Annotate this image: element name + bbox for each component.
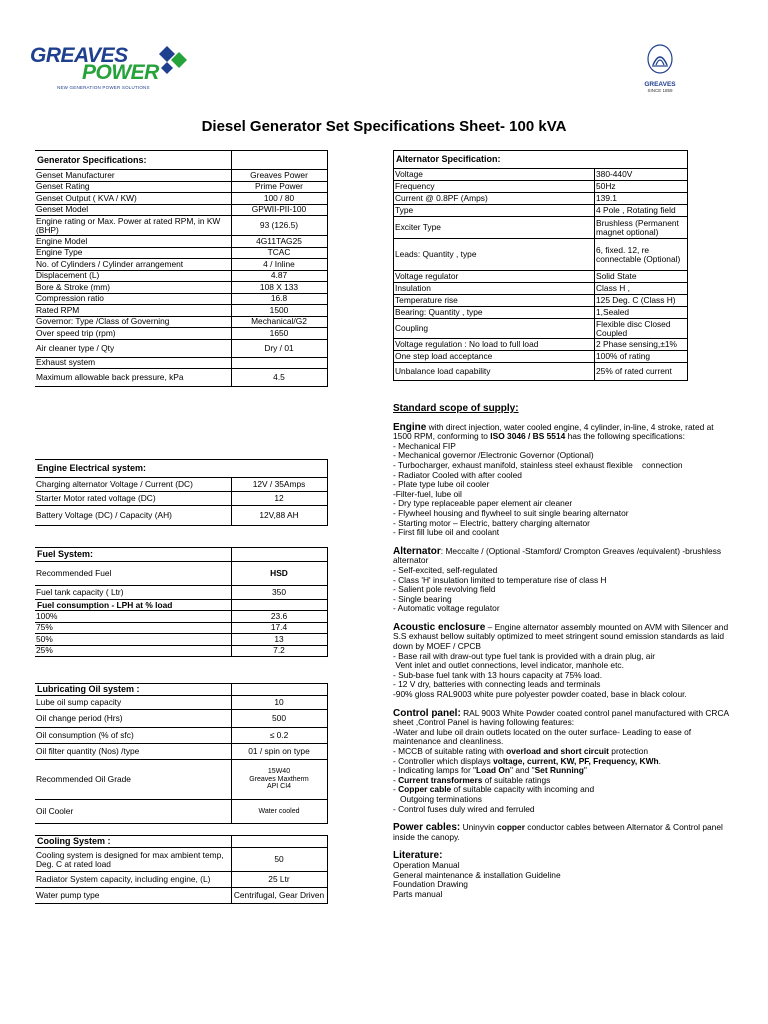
table-row <box>35 600 327 611</box>
oil-grade-label: Recommended Oil Grade <box>35 760 231 800</box>
empty-cell <box>231 836 327 848</box>
text-run: " and " <box>510 765 535 776</box>
row-label: Oil consumption (% of sfc) <box>35 728 231 744</box>
cooling-heading: Cooling System : <box>35 836 231 848</box>
row-label: Battery Voltage (DC) / Capacity (AH) <box>35 506 231 526</box>
row-label: Air cleaner type / Qty <box>35 339 231 357</box>
lube-heading: Lubricating Oil system : <box>35 684 231 696</box>
table-row <box>35 634 327 646</box>
engine-item: - Radiator Cooled with after cooled <box>393 469 522 480</box>
table-row <box>35 744 327 760</box>
row-label: Engine Model <box>35 236 231 248</box>
table-row <box>394 307 688 319</box>
table-row <box>394 319 688 339</box>
row-value: 93 (126.5) <box>231 216 327 236</box>
logo-word-power: POWER <box>82 61 159 84</box>
table-row <box>35 236 327 248</box>
row-value: 4 Pole , Rotating field <box>595 205 688 217</box>
row-value: 380-440V <box>595 169 688 181</box>
text-run: overload and short circuit <box>506 746 609 756</box>
row-label: Over speed trip (rpm) <box>35 328 231 340</box>
alternator-item-list <box>393 566 733 614</box>
row-value: 4G11TAG25 <box>231 236 327 248</box>
oil-grade-line: API CI4 <box>266 783 292 791</box>
fuel-heading: Fuel System: <box>35 548 231 562</box>
table-row <box>35 800 327 824</box>
row-label: Temperature rise <box>394 295 595 307</box>
alternator-heading: Alternator Specification: <box>394 151 688 169</box>
table-row <box>35 293 327 305</box>
oil-grade-line: Greaves Maxtherm <box>249 775 309 783</box>
control-panel-line: -Water and lube oil drain outlets located on the outer surface- Leading to ease of maintenance and cleanliness. <box>393 726 692 747</box>
table-row <box>35 247 327 259</box>
row-value: 17.4 <box>231 622 327 634</box>
engine-item: - Mechanical FIP <box>393 440 456 451</box>
table-row <box>35 357 327 369</box>
engine-item: - Mechanical governor /Electronic Governor (Optional) <box>393 450 594 461</box>
table-row <box>394 239 688 271</box>
table-row <box>35 611 327 623</box>
text-run: - Controller which displays <box>393 755 494 766</box>
table-row <box>35 696 327 710</box>
row-value: 23.6 <box>231 611 327 623</box>
text-run: Current transformers <box>398 774 483 785</box>
text-run: Uninyvin <box>460 822 498 833</box>
row-label: 50% <box>35 634 231 646</box>
row-value: Brushless (Permanent magnet optional) <box>595 217 688 239</box>
row-label: No. of Cylinders / Cylinder arrangement <box>35 259 231 271</box>
oil-cooler-label: Oil Cooler <box>35 800 231 824</box>
row-value: 1650 <box>231 328 327 340</box>
table-row <box>35 460 327 478</box>
table-row <box>35 684 327 696</box>
literature-item: Foundation Drawing <box>393 879 468 890</box>
enclosure-item-list <box>393 652 733 700</box>
engine-item: - Starting motor – Electric, battery charging alternator <box>393 517 590 528</box>
page-title: Diesel Generator Set Specifications Sheet- 100 kVA <box>201 118 567 135</box>
alternator-item: - Self-excited, self-regulated <box>393 564 498 575</box>
row-value: Centrifugal, Gear Driven <box>231 888 327 904</box>
table-row <box>35 586 327 600</box>
table-row <box>35 492 327 506</box>
table-row <box>35 216 327 236</box>
greaves-seal-logo <box>634 43 686 93</box>
row-value: Prime Power <box>231 181 327 193</box>
table-row <box>35 170 327 182</box>
row-label: Charging alternator Voltage / Current (DC) <box>35 478 231 492</box>
row-value: 100 / 80 <box>231 193 327 205</box>
fuel-system-table <box>35 547 328 657</box>
row-label: Voltage regulation : No load to full load <box>394 339 595 351</box>
row-label: Engine rating or Max. Power at rated RPM, in KW (BHP) <box>35 216 231 236</box>
logo-tagline: NEW GENERATION POWER SOLUTIONS <box>57 85 150 90</box>
text-run: protection <box>608 746 649 756</box>
row-value: 12V / 35Amps <box>231 478 327 492</box>
table-row <box>394 169 688 181</box>
literature-title: Literature: <box>393 850 443 862</box>
text-run: . <box>658 755 661 766</box>
control-panel-intro: RAL 9003 White Powder coated control panel manufactured with CRCA sheet ,Control Panel is having following features: <box>393 707 729 728</box>
table-row <box>35 369 327 387</box>
row-value: 50Hz <box>595 181 688 193</box>
row-value: TCAC <box>231 247 327 259</box>
engine-tail: has the following specifications: <box>565 431 685 442</box>
row-value: 01 / spin on type <box>231 744 327 760</box>
table-row <box>394 271 688 283</box>
logo-word-greaves: GREAVES <box>30 44 128 67</box>
table-row <box>35 872 327 888</box>
row-label: Voltage regulator <box>394 271 595 283</box>
row-label: Engine Type <box>35 247 231 259</box>
row-label: 25% <box>35 645 231 657</box>
engine-item: - Plate type lube oil cooler <box>393 479 490 490</box>
table-row <box>35 328 327 340</box>
row-value: 10 <box>231 696 327 710</box>
table-row <box>35 506 327 526</box>
row-value: 100% of rating <box>595 351 688 363</box>
enclosure-item: Vent inlet and outlet connections, level indicator, manhole etc. <box>393 660 624 671</box>
engine-item: - First fill lube oil and coolant <box>393 527 500 538</box>
row-label: Genset Output ( KVA / KW) <box>35 193 231 205</box>
row-label: Genset Rating <box>35 181 231 193</box>
cooling-system-table <box>35 835 328 904</box>
text-run: conductor cables between Alternator & Control panel inside the canopy. <box>393 822 723 842</box>
row-label: Recommended Fuel <box>35 562 231 586</box>
row-value: 12 <box>231 492 327 506</box>
row-value: 500 <box>231 710 327 728</box>
text-run: - <box>393 774 399 785</box>
row-label: Unbalance load capability <box>394 363 595 381</box>
table-row <box>35 316 327 328</box>
table-row <box>35 270 327 282</box>
table-row <box>394 193 688 205</box>
alternator-spec-table <box>393 150 688 381</box>
row-label: Water pump type <box>35 888 231 904</box>
alternator-item: - Class 'H' insulation limited to temperature rise of class H <box>393 574 607 585</box>
row-value: 1,Sealed <box>595 307 688 319</box>
row-label: Leads: Quantity , type <box>394 239 595 271</box>
literature-item: General maintenance & installation Guideline <box>393 869 561 880</box>
row-label: Bore & Stroke (mm) <box>35 282 231 294</box>
row-value: 6, fixed. 12, re connectable (Optional) <box>595 239 688 271</box>
text-run: of suitable capacity with incoming and <box>451 784 595 795</box>
table-row <box>394 217 688 239</box>
text-run: " <box>583 765 587 776</box>
row-label: Type <box>394 205 595 217</box>
row-value: 25 Ltr <box>231 872 327 888</box>
seal-name: GREAVES <box>644 81 676 88</box>
engine-title: Engine <box>393 421 427 433</box>
oil-grade-value <box>231 760 327 800</box>
text-run: copper <box>497 822 525 833</box>
table-row <box>35 888 327 904</box>
row-label: Oil filter quantity (Nos) /type <box>35 744 231 760</box>
oil-cooler-value: Water cooled <box>231 800 327 824</box>
table-row <box>394 283 688 295</box>
text-run: of suitable ratings <box>482 774 551 785</box>
row-label: 75% <box>35 622 231 634</box>
row-value: ≤ 0.2 <box>231 728 327 744</box>
engine-item-list <box>393 442 733 538</box>
table-row <box>35 760 327 800</box>
generator-heading: Generator Specifications: <box>35 151 231 170</box>
lubricating-oil-table <box>35 683 328 824</box>
enclosure-item: - Base rail with draw-out type fuel tank is provided with a drain plug, air <box>393 650 656 661</box>
row-value: 4.87 <box>231 270 327 282</box>
table-row <box>394 151 688 169</box>
engine-electrical-table <box>35 459 328 526</box>
row-value: 7.2 <box>231 645 327 657</box>
row-label: Fuel tank capacity ( Ltr) <box>35 586 231 600</box>
row-label: Governor: Type /Class of Governing <box>35 316 231 328</box>
row-label: Genset Manufacturer <box>35 170 231 182</box>
row-label: Exciter Type <box>394 217 595 239</box>
table-row <box>35 622 327 634</box>
row-value: Solid State <box>595 271 688 283</box>
row-label: Oil change period (Hrs) <box>35 710 231 728</box>
engine-standard-bs: BS 5514 <box>532 431 566 442</box>
row-label: Coupling <box>394 319 595 339</box>
text-run: - MCCB of suitable rating with <box>393 746 507 756</box>
text-run: - Indicating lamps for " <box>393 765 477 776</box>
table-row <box>35 836 327 848</box>
row-label: Current @ 0.8PF (Amps) <box>394 193 595 205</box>
text-run: Load On <box>476 765 511 776</box>
row-value: 350 <box>231 586 327 600</box>
row-label: Radiator System capacity, including engine, (L) <box>35 872 231 888</box>
table-row <box>35 478 327 492</box>
row-label: Bearing: Quantity , type <box>394 307 595 319</box>
table-row <box>35 728 327 744</box>
table-row <box>35 710 327 728</box>
generator-spec-table <box>35 150 328 387</box>
alternator-item: - Automatic voltage regulator <box>393 603 500 614</box>
table-row <box>35 645 327 657</box>
table-row <box>35 282 327 294</box>
row-value: 13 <box>231 634 327 646</box>
control-panel-paragraph <box>393 709 733 728</box>
row-value: GPWII-PII-100 <box>231 204 327 216</box>
control-panel-terminations: Outgoing terminations <box>393 793 482 804</box>
row-value: 108 X 133 <box>231 282 327 294</box>
row-label: Exhaust system <box>35 357 231 369</box>
alternator-intro: : Meccalte / (Optional -Stamford/ Crompton Greaves /equivalent) -brushless alternator <box>393 545 722 566</box>
table-row <box>394 295 688 307</box>
empty-cell <box>231 151 327 170</box>
row-label: 100% <box>35 611 231 623</box>
table-row <box>35 151 327 170</box>
power-cables-paragraph <box>393 823 733 842</box>
empty-cell <box>231 600 327 611</box>
enclosure-item: - 12 V dry, batteries with connecting leads and terminals <box>393 679 601 690</box>
row-value: 125 Deg. C (Class H) <box>595 295 688 307</box>
enclosure-item: - Sub-base fuel tank with 13 hours capacity at 75% load. <box>393 669 603 680</box>
control-panel-fuses: - Control fuses duly wired and ferruled <box>393 803 535 814</box>
table-row <box>35 848 327 872</box>
row-value: 16.8 <box>231 293 327 305</box>
row-label: One step load acceptance <box>394 351 595 363</box>
engine-item: - Dry type replaceable paper element air cleaner <box>393 498 573 509</box>
table-row <box>35 548 327 562</box>
table-row <box>35 193 327 205</box>
text-run: Set Running <box>534 765 584 776</box>
row-value: Flexible disc Closed Coupled <box>595 319 688 339</box>
greaves-power-logo <box>30 44 190 94</box>
fuel-consumption-heading: Fuel consumption - LPH at % load <box>35 600 231 611</box>
row-label: Cooling system is designed for max ambient temp, Deg. C at rated load <box>35 848 231 872</box>
row-label: Maximum allowable back pressure, kPa <box>35 369 231 387</box>
seal-since: SINCE 1859 <box>647 88 673 93</box>
row-value: 1500 <box>231 305 327 317</box>
row-value: 139.1 <box>595 193 688 205</box>
oil-grade-line: 15W40 <box>267 768 291 776</box>
alternator-paragraph <box>393 547 733 566</box>
scope-of-supply <box>393 404 733 899</box>
empty-cell <box>231 548 327 562</box>
electrical-heading: Engine Electrical system: <box>35 460 327 478</box>
row-value: Mechanical/G2 <box>231 316 327 328</box>
row-value: 50 <box>231 848 327 872</box>
text-run: voltage, current, KW, PF, Frequency, KWh <box>493 755 659 766</box>
row-value: Class H , <box>595 283 688 295</box>
enclosure-title: Acoustic enclosure <box>393 621 486 633</box>
literature-item: Parts manual <box>393 888 443 899</box>
alternator-item: - Single bearing <box>393 593 452 604</box>
row-label: Displacement (L) <box>35 270 231 282</box>
row-value: 12V,88 AH <box>231 506 327 526</box>
engine-standard-sep: / <box>525 431 533 442</box>
table-row <box>394 181 688 193</box>
row-value: 25% of rated current <box>595 363 688 381</box>
table-row <box>35 305 327 317</box>
table-row <box>394 339 688 351</box>
row-label: Frequency <box>394 181 595 193</box>
empty-cell <box>231 684 327 696</box>
engine-intro: with direct injection, water cooled engine, 4 cylinder, in-line, 4 stroke, rated at 1500 RPM, conforming to <box>393 421 714 442</box>
alternator-title: Alternator <box>393 545 441 557</box>
literature-item: Operation Manual <box>393 859 460 870</box>
table-row <box>35 562 327 586</box>
enclosure-paragraph <box>393 623 733 652</box>
enclosure-intro: – Engine alternator assembly mounted on AVM with Silencer and S.S exhaust bellow suitably optimized to meet stringent sound emission standards as laid down by MOEF / CPCB <box>393 621 729 652</box>
literature-item-list <box>393 861 733 899</box>
engine-standard-iso: ISO 3046 <box>490 431 526 442</box>
row-label: Genset Model <box>35 204 231 216</box>
row-label: Starter Motor rated voltage (DC) <box>35 492 231 506</box>
row-label: Rated RPM <box>35 305 231 317</box>
row-value: 4 / Inline <box>231 259 327 271</box>
logo-diamond-icon <box>159 44 189 78</box>
row-label: Voltage <box>394 169 595 181</box>
scope-heading: Standard scope of supply: <box>393 403 519 414</box>
table-row <box>394 363 688 381</box>
table-row <box>35 259 327 271</box>
row-label: Lube oil sump capacity <box>35 696 231 710</box>
engine-item: - Flywheel housing and flywheel to suit single bearing alternator <box>393 507 629 518</box>
enclosure-item: -90% gloss RAL9003 white pure polyester powder coated, base in black colour. <box>393 689 687 700</box>
engine-paragraph <box>393 423 733 442</box>
engine-item: - Turbocharger, exhaust manifold, stainless steel exhaust flexible connection <box>393 459 683 470</box>
control-panel-title: Control panel: <box>393 707 461 719</box>
row-value <box>231 357 327 369</box>
text-run: - <box>393 784 399 795</box>
table-row <box>394 351 688 363</box>
row-value: Greaves Power <box>231 170 327 182</box>
seal-emblem-icon <box>646 43 674 75</box>
row-value: 4.5 <box>231 369 327 387</box>
alternator-item: - Salient pole revolving field <box>393 584 496 595</box>
row-label: Compression ratio <box>35 293 231 305</box>
row-value: Dry / 01 <box>231 339 327 357</box>
row-value: HSD <box>231 562 327 586</box>
text-run: Copper cable <box>398 784 452 795</box>
table-row <box>394 205 688 217</box>
table-row <box>35 339 327 357</box>
table-row <box>35 181 327 193</box>
row-label: Insulation <box>394 283 595 295</box>
table-row <box>35 204 327 216</box>
engine-item: -Filter-fuel, lube oil <box>393 488 462 499</box>
row-value: 2 Phase sensing,±1% <box>595 339 688 351</box>
power-cables-title: Power cables: <box>393 822 461 834</box>
